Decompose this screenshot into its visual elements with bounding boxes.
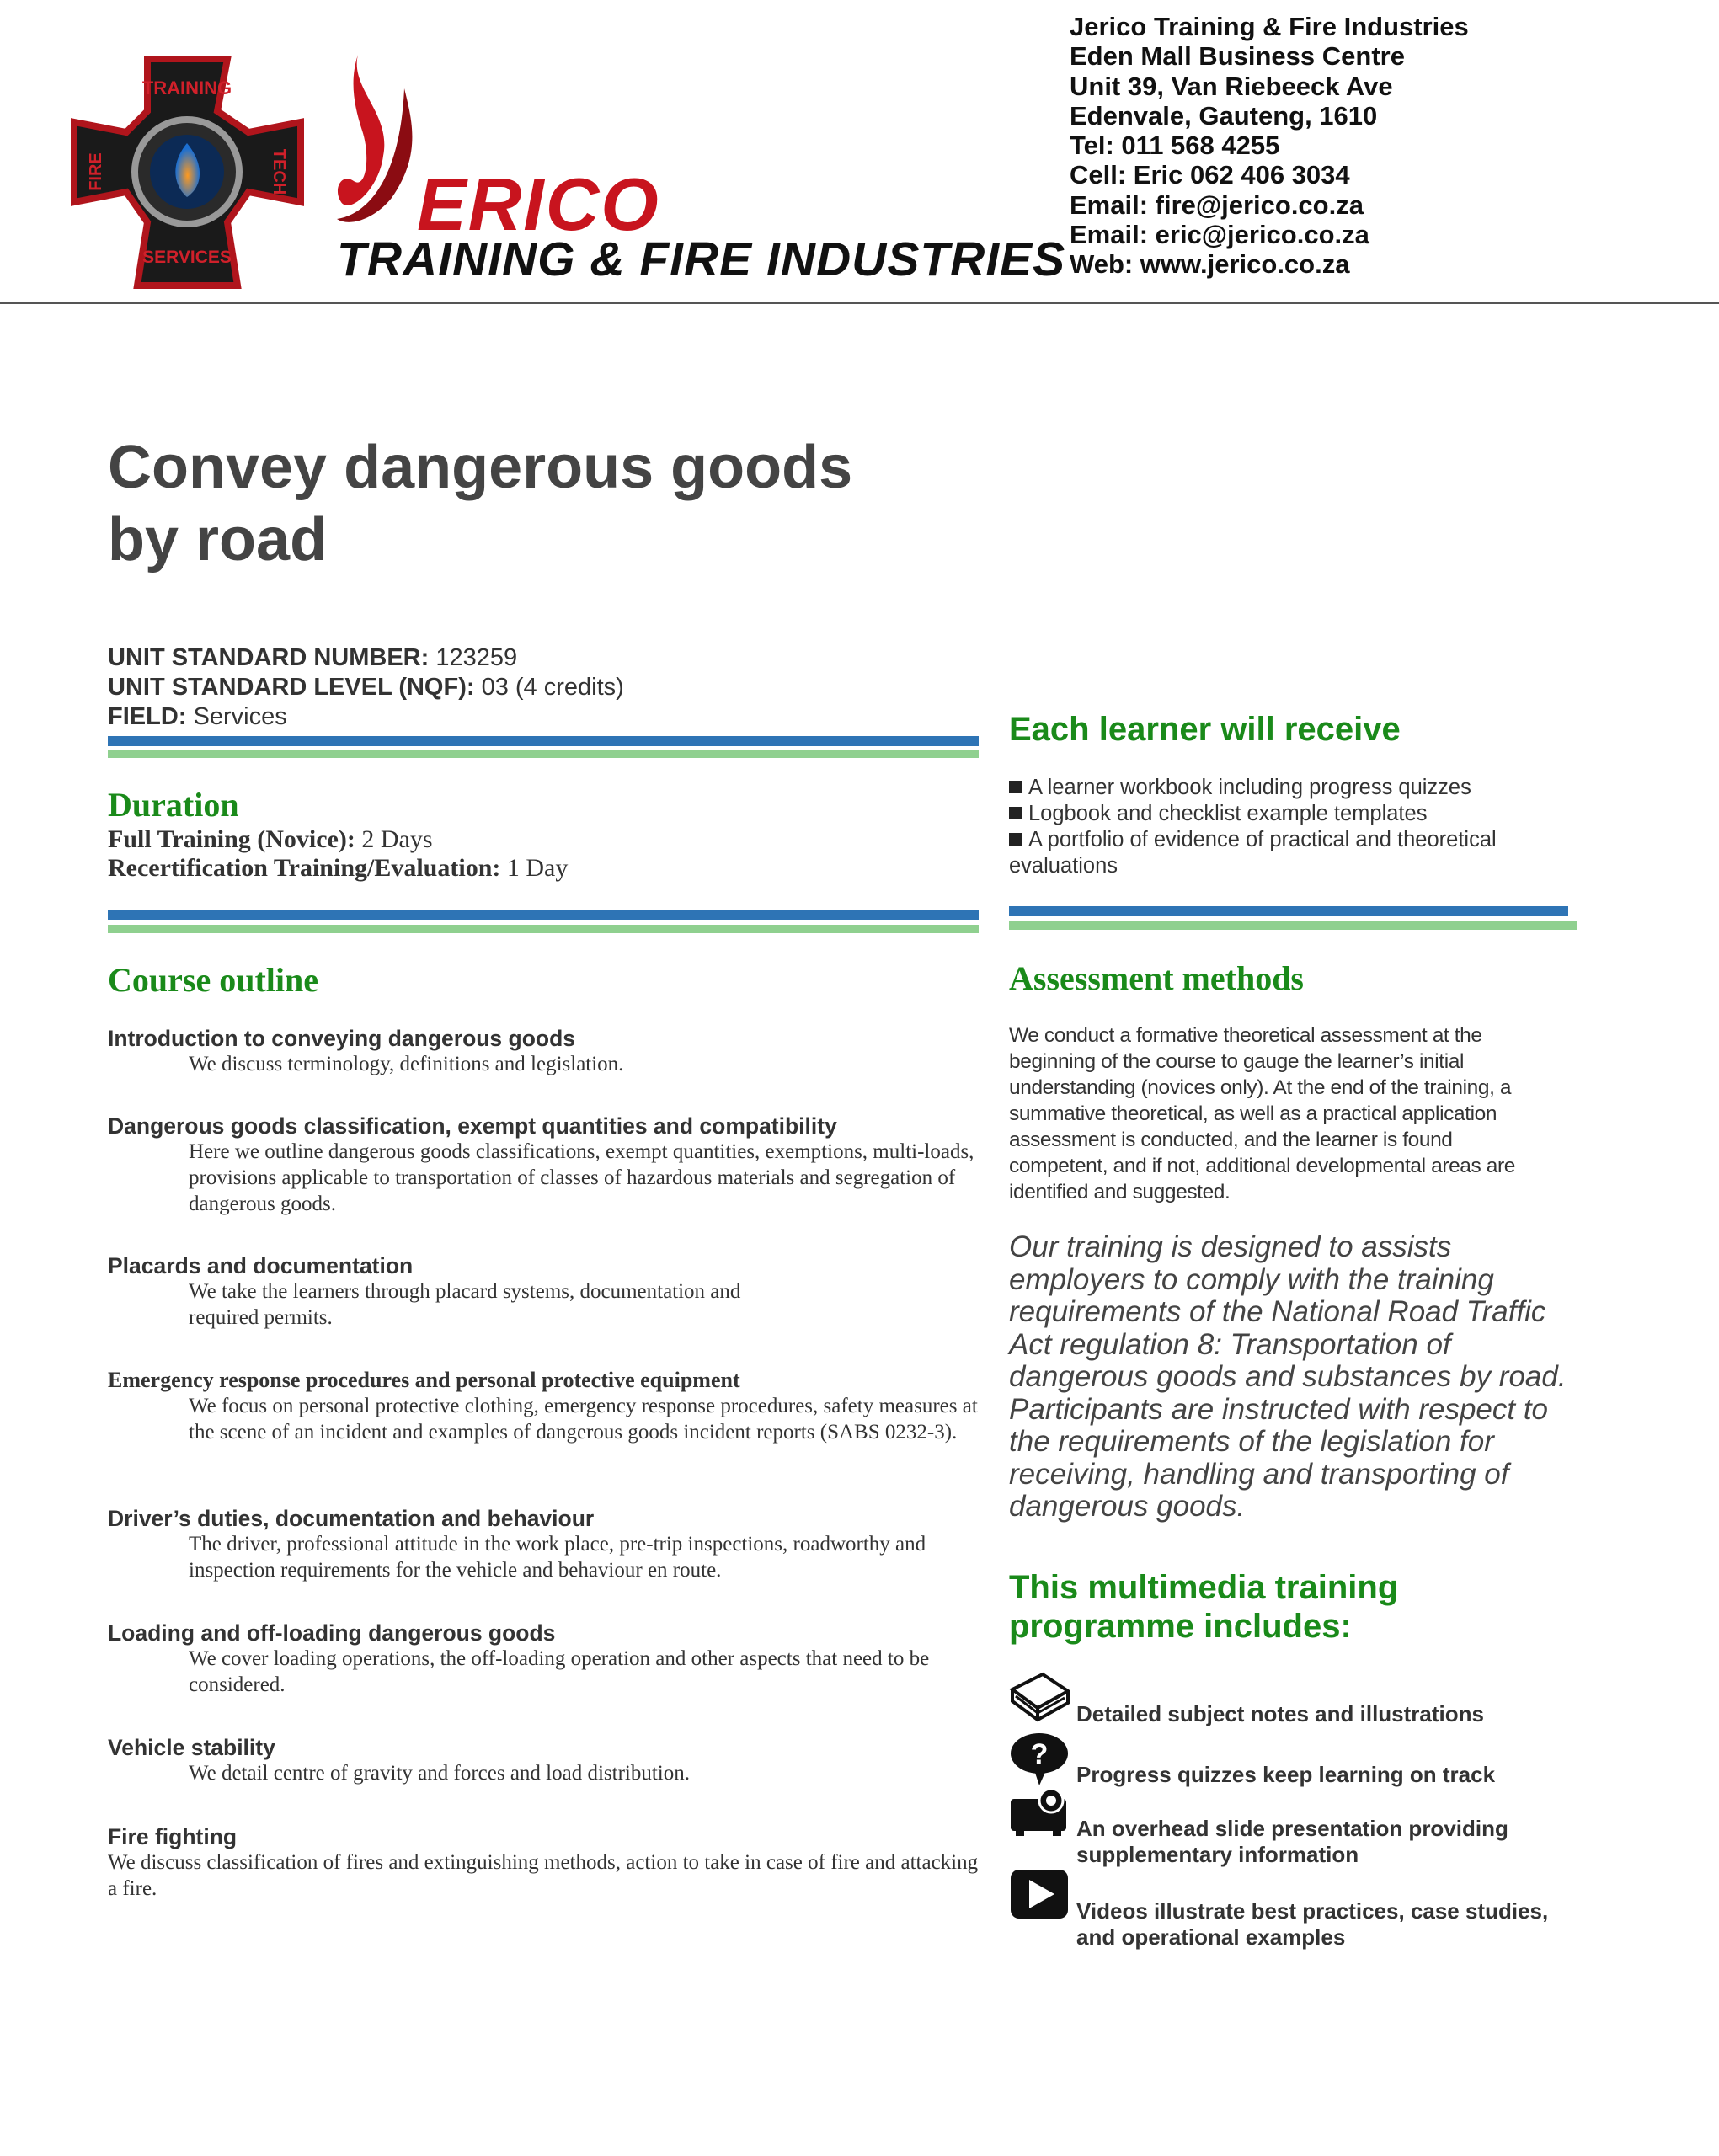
divider-blue-1 xyxy=(108,736,979,746)
outline-item-title: Fire fighting xyxy=(108,1824,238,1849)
list-item: A portfolio of evidence of practical and theoretical evaluations xyxy=(1009,828,1497,878)
svg-text:?: ? xyxy=(1030,1738,1049,1770)
us-field-value: Services xyxy=(186,703,287,730)
multimedia-heading-line2: programme includes: xyxy=(1009,1608,1352,1645)
multimedia-heading-line1: This multimedia training xyxy=(1009,1569,1399,1606)
outline-item-title: Emergency response procedures and personal protective equipment xyxy=(108,1368,740,1392)
divider-green-2 xyxy=(108,925,979,933)
us-level-value: 03 (4 credits) xyxy=(474,674,624,701)
receive-list xyxy=(1009,775,1582,879)
bullet-square-icon xyxy=(1009,781,1022,793)
bullet-square-icon xyxy=(1009,833,1022,846)
outline-item-desc: The driver, professional attitude in the work place, pre-trip inspections, roadworthy and inspection requirements for the vehicle and behaviour en route. xyxy=(189,1533,926,1582)
badge-text-training: TRAINING xyxy=(141,77,232,99)
training-statement: Our training is designed to assists employers to comply with the training requirements of the National Road Traffic Act regulation 8: Transportation of dangerous goods and substances by road. Participants are instructed with respect to the requirements of the legislation for receiving, handling and transporting of dangerous goods. xyxy=(1009,1230,1567,1523)
divider-blue-2 xyxy=(108,910,979,920)
outline-item-title: Placards and documentation xyxy=(108,1253,414,1278)
multimedia-heading xyxy=(1009,1568,1398,1646)
brand-subtitle: TRAINING & FIRE INDUSTRIES xyxy=(337,232,1066,286)
page-title xyxy=(108,431,852,576)
us-level-label: UNIT STANDARD LEVEL (NQF): xyxy=(108,674,475,701)
divider-blue-3 xyxy=(1009,906,1568,916)
question-bubble-icon xyxy=(1009,1732,1070,1787)
multimedia-item-slides: An overhead slide presentation providing supplementary information xyxy=(1076,1816,1508,1867)
outline-item-desc: We focus on personal protective clothing, emergency response procedures, safety measures at the scene of an incident and examples of dangerous goods incident reports (SABS 0232-3). xyxy=(189,1395,978,1444)
duration-heading: Duration xyxy=(108,786,239,824)
company-badge-logo xyxy=(67,52,307,292)
outline-item-title: Driver’s duties, documentation and behaviour xyxy=(108,1506,595,1531)
bullet-square-icon xyxy=(1009,807,1022,819)
outline-item-desc: We detail centre of gravity and forces and load distribution. xyxy=(189,1762,691,1785)
multimedia-item-quizzes: Progress quizzes keep learning on track xyxy=(1076,1762,1496,1787)
outline-item-title: Dangerous goods classification, exempt quantities and compatibility xyxy=(108,1113,837,1139)
duration-full-label: Full Training (Novice): xyxy=(108,825,355,853)
contact-web: Web: www.jerico.co.za xyxy=(1070,249,1350,280)
outline-item-title: Vehicle stability xyxy=(108,1735,275,1760)
divider-green-1 xyxy=(108,750,979,758)
us-field xyxy=(108,702,624,732)
outline-item-desc: We discuss classification of fires and extinguishing methods, action to take in case of fire and attacking a fire. xyxy=(108,1851,979,1900)
us-level xyxy=(108,673,624,702)
us-number xyxy=(108,643,624,673)
us-field-label: FIELD: xyxy=(108,703,187,730)
outline-item-title: Introduction to conveying dangerous goods xyxy=(108,1026,576,1051)
course-outline-heading: Course outline xyxy=(108,961,318,999)
outline-item-desc: We take the learners through placard systems, documentation and required permits. xyxy=(189,1280,741,1329)
duration-recert-value: 1 Day xyxy=(500,854,569,882)
flame-j-logo-icon xyxy=(333,55,425,232)
receive-heading: Each learner will receive xyxy=(1009,711,1401,748)
header-divider xyxy=(0,302,1719,304)
unit-standard-info xyxy=(108,643,624,732)
contact-company: Jerico Training & Fire Industries xyxy=(1070,12,1469,41)
contact-street: Unit 39, Van Riebeeck Ave xyxy=(1070,71,1393,101)
duration-recert xyxy=(108,854,568,883)
list-item: Logbook and checklist example templates xyxy=(1009,801,1582,827)
projector-icon xyxy=(1009,1785,1070,1836)
outline-item-title: Loading and off-loading dangerous goods xyxy=(108,1620,556,1646)
duration-details xyxy=(108,825,568,883)
contact-cell: Cell: Eric 062 406 3034 xyxy=(1070,160,1350,190)
badge-text-services: SERVICES xyxy=(142,248,232,267)
page-title-line2: by road xyxy=(108,506,328,574)
contact-email-fire: Email: fire@jerico.co.za xyxy=(1070,189,1364,220)
play-icon xyxy=(1009,1868,1070,1920)
divider-green-3 xyxy=(1009,921,1577,930)
outline-item-desc: Here we outline dangerous goods classifications, exempt quantities, exemptions, multi-loads, provisions applicable to transportation of classes of hazardous materials and segregation of dangerous goods. xyxy=(189,1140,974,1215)
contact-email-eric: Email: eric@jerico.co.za xyxy=(1070,220,1369,250)
badge-text-tech: TECH xyxy=(270,148,288,195)
contact-city: Edenvale, Gauteng, 1610 xyxy=(1070,100,1378,131)
outline-item-desc: We discuss terminology, definitions and legislation. xyxy=(189,1053,624,1075)
duration-full-value: 2 Days xyxy=(355,825,433,853)
us-number-value: 123259 xyxy=(429,644,518,671)
multimedia-item-notes: Detailed subject notes and illustrations xyxy=(1076,1701,1484,1726)
duration-full xyxy=(108,825,568,854)
contact-tel: Tel: 011 568 4255 xyxy=(1070,131,1280,161)
contact-block xyxy=(1070,12,1469,280)
badge-text-fire: FIRE xyxy=(87,152,105,191)
brand-word: ERICO xyxy=(417,163,660,246)
multimedia-item-videos: Videos illustrate best practices, case studies, and operational examples xyxy=(1076,1898,1549,1950)
outline-item-desc: We cover loading operations, the off-loading operation and other aspects that need to be considered. xyxy=(189,1647,930,1696)
page-title-line1: Convey dangerous goods xyxy=(108,434,853,501)
us-number-label: UNIT STANDARD NUMBER: xyxy=(108,644,430,671)
book-icon xyxy=(1009,1671,1070,1723)
assessment-text: We conduct a formative theoretical assessment at the beginning of the course to gauge the learner’s initial understanding (novices only). At the end of the training, a summative theoretical, as well as a practical application assessment is conducted, and the learner is found competent, and if not, additional developmental areas are identified and suggested. xyxy=(1009,1024,1515,1203)
duration-recert-label: Recertification Training/Evaluation: xyxy=(108,854,501,882)
list-item: A learner workbook including progress quizzes xyxy=(1009,775,1582,801)
contact-building: Eden Mall Business Centre xyxy=(1070,41,1405,72)
assessment-heading: Assessment methods xyxy=(1009,959,1304,997)
